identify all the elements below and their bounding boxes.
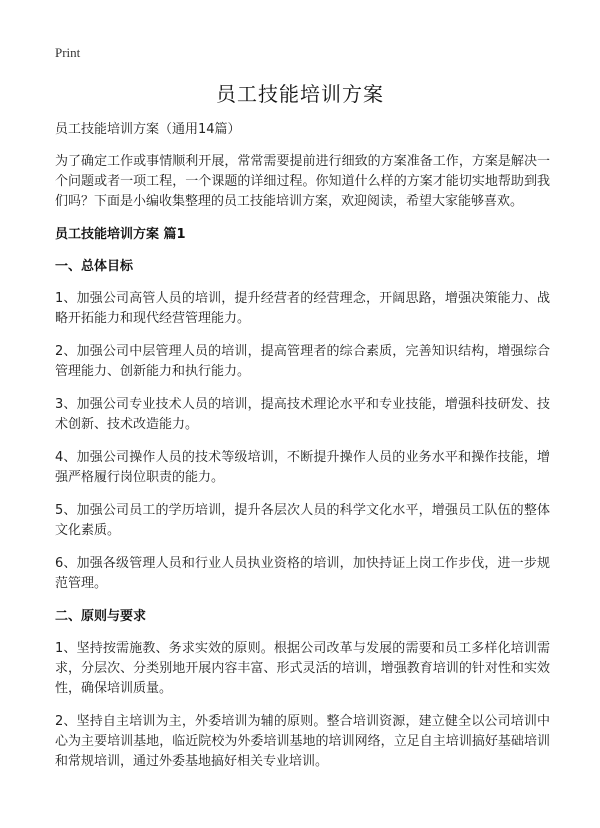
print-link[interactable]: Print xyxy=(55,45,81,60)
document-body xyxy=(55,120,550,785)
list-item: 4、加强公司操作人员的技术等级培训，不断提升操作人员的业务水平和操作技能，增强严格履行岗位职责的能力。 xyxy=(55,450,550,485)
intro-paragraph: 为了确定工作或事情顺利开展，常常需要提前进行细致的方案准备工作，方案是解决一个问题或者一项工程，一个课题的详细过程。你知道什么样的方案才能切实地帮助到我们吗？下面是小编收集整理的员工技能培训方案，欢迎阅读，希望大家能够喜欢。 xyxy=(55,154,550,209)
list-item: 6、加强各级管理人员和行业人员执业资格的培训，加快持证上岗工作步伐，进一步规范管理。 xyxy=(55,556,550,591)
section-heading-principles: 二、原则与要求 xyxy=(55,609,147,624)
list-item: 3、加强公司专业技术人员的培训，提高技术理论水平和专业技能，增强科技研发、技术创新、技术改造能力。 xyxy=(55,397,550,432)
article-heading: 员工技能培训方案 篇1 xyxy=(55,227,186,242)
list-item: 2、坚持自主培训为主，外委培训为辅的原则。整合培训资源，建立健全以公司培训中心为主要培训基地，临近院校为外委培训基地的培训网络，立足自主培训搞好基础培训和常规培训，通过外委基地搞好相关专业培训。 xyxy=(55,714,550,769)
document-subtitle: 员工技能培训方案（通用14篇） xyxy=(55,122,241,137)
list-item: 1、加强公司高管人员的培训，提升经营者的经营理念，开阔思路，增强决策能力、战略开拓能力和现代经营管理能力。 xyxy=(55,291,550,326)
list-item: 5、加强公司员工的学历培训，提升各层次人员的科学文化水平，增强员工队伍的整体文化素质。 xyxy=(55,503,550,538)
list-item: 1、坚持按需施教、务求实效的原则。根据公司改革与发展的需要和员工多样化培训需求，分层次、分类别地开展内容丰富、形式灵活的培训，增强教育培训的针对性和实效性，确保培训质量。 xyxy=(55,641,550,696)
list-item: 2、加强公司中层管理人员的培训，提高管理者的综合素质，完善知识结构，增强综合管理能力、创新能力和执行能力。 xyxy=(55,344,550,379)
page-title: 员工技能培训方案 xyxy=(216,82,384,106)
section-heading-goals: 一、总体目标 xyxy=(55,259,134,274)
